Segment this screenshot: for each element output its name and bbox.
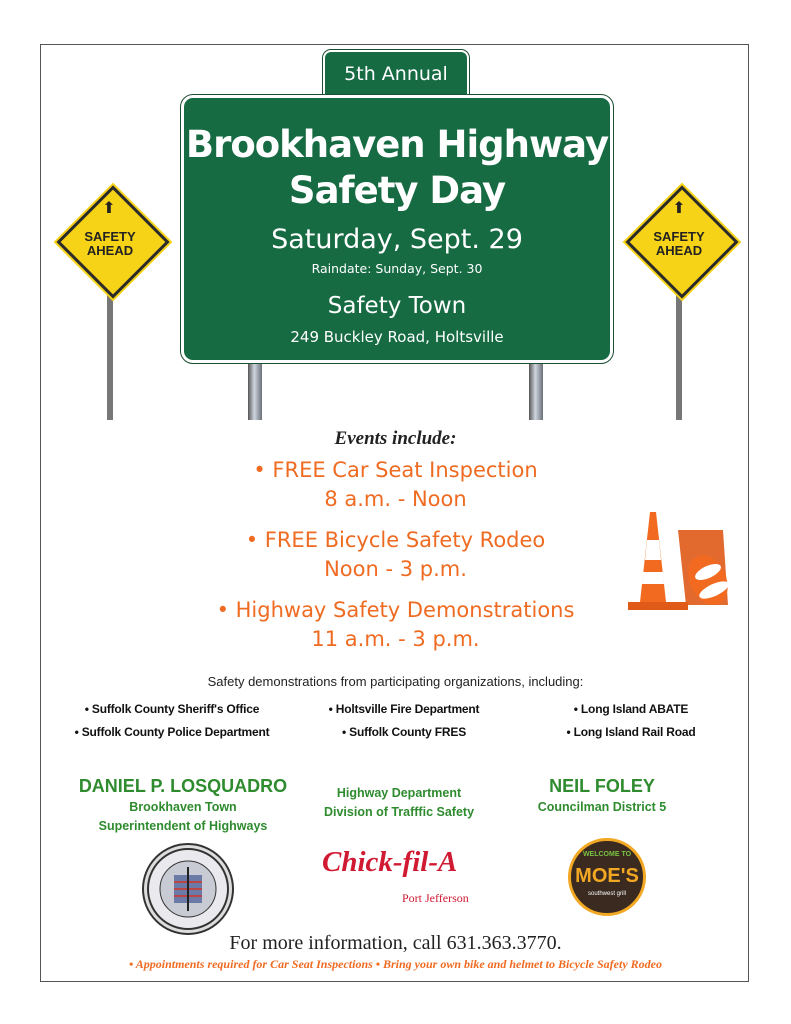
org-police: • Suffolk County Police Department [74, 725, 270, 739]
title-line1: Brookhaven Highway [185, 123, 609, 166]
sponsor-left-title2: Superintendent of Highways [98, 819, 268, 833]
moes-welcome: WELCOME TO [582, 851, 632, 858]
sponsor-right-name: NEIL FOLEY [549, 776, 655, 796]
right-warning-text [629, 230, 729, 258]
sponsor-center-line1: Highway Department [336, 786, 462, 800]
seal-icon [144, 845, 232, 933]
moes-sub: southwest grill [587, 891, 626, 897]
chick-fil-a-logo: Chick-fil-A [322, 846, 458, 878]
event-date: Saturday, Sept. 29 [271, 224, 523, 255]
moes-name: MOE'S [575, 865, 639, 887]
org-lirr: • Long Island Rail Road [566, 725, 696, 739]
sponsor-left-name: DANIEL P. LOSQUADRO [78, 776, 288, 796]
venue-name: Safety Town [327, 293, 467, 319]
warning-line1: SAFETY [84, 229, 136, 244]
events-heading: Events include: [334, 428, 457, 449]
brookhaven-seal-logo [142, 843, 234, 935]
organizations-intro: Safety demonstrations from participating organizations, including: [207, 674, 584, 689]
org-fire-dept: • Holtsville Fire Department [328, 702, 480, 716]
highway-sign [181, 95, 613, 363]
up-arrow-icon: ⬆ [672, 200, 686, 217]
sponsor-center-line2: Division of Trafffic Safety [323, 805, 475, 819]
sponsor-right-title: Councilman District 5 [537, 800, 667, 814]
event-title [184, 122, 610, 214]
event-3-time: 11 a.m. - 3 p.m. [311, 627, 480, 651]
footnote: • Appointments required for Car Seat Inspections • Bring your own bike and helmet to Bicycle Safety Rodeo [129, 957, 662, 971]
rain-date: Raindate: Sunday, Sept. 30 [311, 261, 483, 276]
chick-fil-a-location: Port Jefferson [402, 891, 469, 905]
sign-post-left [248, 360, 262, 420]
org-fres: • Suffolk County FRES [342, 725, 466, 739]
event-1-time: 8 a.m. - Noon [324, 487, 467, 511]
warning-line1: SAFETY [653, 229, 705, 244]
sponsor-left-title1: Brookhaven Town [129, 800, 237, 814]
up-arrow-icon: ⬆ [102, 200, 116, 217]
moes-logo [568, 838, 646, 916]
title-line2: Safety Day [288, 169, 506, 212]
event-2-name: • FREE Bicycle Safety Rodeo [245, 528, 546, 552]
event-2-time: Noon - 3 p.m. [324, 557, 467, 581]
org-sheriff: • Suffolk County Sheriff's Office [84, 702, 260, 716]
warning-line2: AHEAD [86, 243, 134, 258]
traffic-cones-icon [628, 510, 738, 620]
venue-address: 249 Buckley Road, Holtsville [290, 328, 504, 346]
event-1-name: • FREE Car Seat Inspection [253, 458, 538, 482]
left-warning-text [60, 230, 160, 258]
event-3-name: • Highway Safety Demonstrations [216, 598, 575, 622]
contact-info: For more information, call 631.363.3770. [229, 932, 562, 954]
annual-tab: 5th Annual [323, 50, 469, 96]
sign-post-right [529, 360, 543, 420]
warning-line2: AHEAD [655, 243, 703, 258]
org-abate: • Long Island ABATE [573, 702, 689, 716]
